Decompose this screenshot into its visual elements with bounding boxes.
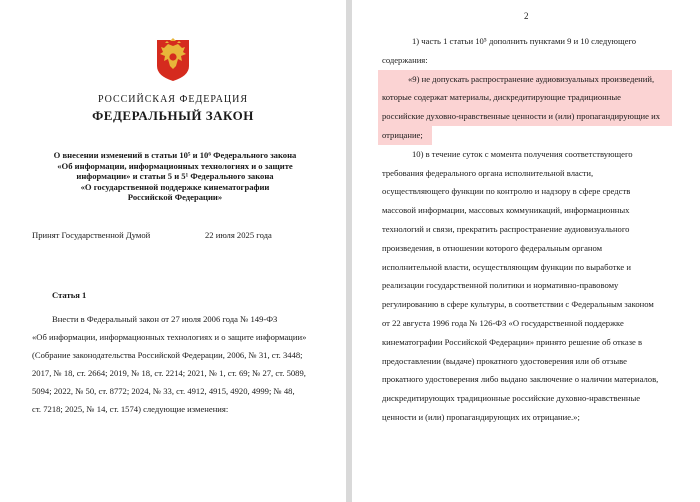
body-line: реализации государственной политики и нормативно-правовому bbox=[382, 280, 619, 291]
document-page-2 bbox=[352, 0, 700, 502]
article-body bbox=[32, 310, 324, 418]
adoption-label: Принят Государственной Думой bbox=[32, 230, 151, 240]
body-line: Внести в Федеральный закон от 27 июля 2006 года № 149-ФЗ bbox=[52, 314, 278, 324]
body-line: содержания: bbox=[382, 54, 428, 65]
law-title-line: Российской Федерации» bbox=[127, 192, 223, 202]
page-number: 2 bbox=[524, 11, 529, 21]
body-line: кинематографии Российской Федерации» принято решение об отказе в bbox=[382, 336, 643, 347]
law-title-line: О внесении изменений в статьи 10⁵ и 10⁶ Федерального закона bbox=[53, 150, 297, 160]
body-line: (Собрание законодательства Российской Федерации, 2006, № 31, ст. 3448; bbox=[32, 350, 303, 360]
body-line: дискредитирующих традиционные российские духовно-нравственные bbox=[382, 393, 641, 404]
adoption-date: 22 июля 2025 года bbox=[205, 230, 272, 240]
body-line: ст. 7218; 2025, № 14, ст. 1574) следующие изменения: bbox=[32, 404, 229, 414]
body-line: регулированию в сфере культуры, в соответствии с Федеральным законом bbox=[382, 299, 654, 310]
body-line: ценности и (или) пропагандирующих их отрицание.»; bbox=[382, 411, 580, 422]
article-heading: Статья 1 bbox=[52, 290, 87, 300]
highlighted-line: отрицание; bbox=[378, 126, 432, 145]
body-line: осуществляющего функции по контролю и надзору в сфере средств bbox=[382, 186, 631, 197]
body-line: «Об информации, информационных технологиях и о защите информации» bbox=[32, 332, 307, 342]
law-type-heading: ФЕДЕРАЛЬНЫЙ ЗАКОН bbox=[92, 108, 254, 123]
amendment-text bbox=[382, 32, 672, 427]
highlighted-line: которые содержат материалы, дискредитирующие традиционные bbox=[378, 88, 672, 107]
law-title-line: «Об информации, информационных технологиях и о защите bbox=[57, 160, 293, 171]
coat-of-arms-emblem bbox=[151, 36, 195, 82]
body-line: от 22 августа 1996 года № 126-ФЗ «О государственной поддержке bbox=[382, 317, 624, 328]
body-line: прокатного удостоверения либо выдано заключение о наличии материалов, bbox=[382, 374, 659, 385]
body-line: массовой информации, массовых коммуникаций, информационных bbox=[382, 205, 630, 216]
law-title-line: информации» и статьи 5 и 5¹ Федерального закона bbox=[76, 171, 274, 181]
body-line: исполнительной власти, осуществляющим функции по выработке и bbox=[382, 261, 631, 272]
document-page-1 bbox=[0, 0, 346, 502]
body-line: 2017, № 18, ст. 2664; 2019, № 18, ст. 2214; 2021, № 1, ст. 69; № 27, ст. 5089, bbox=[32, 368, 306, 378]
law-title bbox=[40, 150, 310, 203]
highlighted-line: «9) не допускать распространение аудиовизуальных произведений, bbox=[378, 70, 672, 89]
body-line: произведения, в отношении которого федеральным органом bbox=[382, 242, 603, 253]
body-line: 10) в течение суток с момента получения соответствующего bbox=[412, 148, 633, 159]
body-line: предоставлении (выдаче) прокатного удостоверения или об отзыве bbox=[382, 355, 627, 366]
highlighted-line: российские духовно-нравственные ценности и (или) пропагандирующие их bbox=[378, 107, 672, 126]
body-line: 1) часть 1 статьи 10⁵ дополнить пунктами 9 и 10 следующего bbox=[412, 36, 636, 46]
body-line: 5094; 2022, № 50, ст. 8772; 2024, № 33, ст. 4912, 4915, 4920, 4999; № 48, bbox=[32, 386, 295, 396]
country-heading: РОССИЙСКАЯ ФЕДЕРАЦИЯ bbox=[97, 94, 249, 105]
body-line: технологий и связи, прекратить распространение аудиовизуального bbox=[382, 223, 630, 234]
law-title-line: «О государственной поддержке кинематографии bbox=[80, 181, 270, 192]
body-line: требования федерального органа исполнительной власти, bbox=[382, 167, 594, 178]
